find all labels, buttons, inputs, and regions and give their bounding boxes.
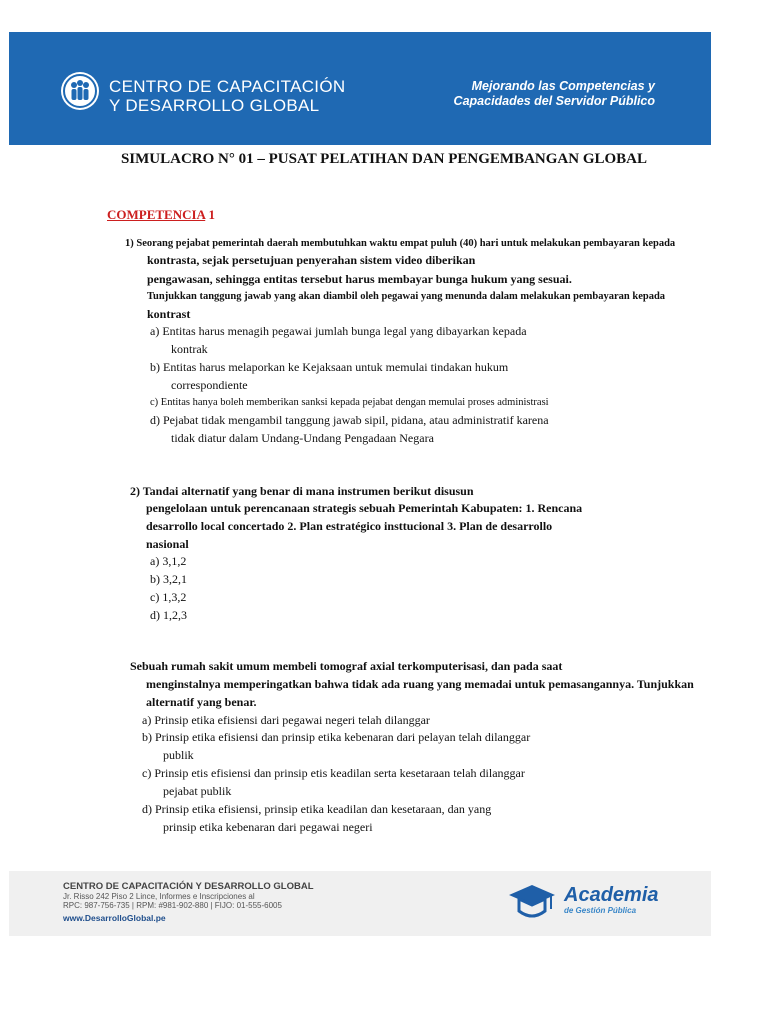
q3-line-1: Sebuah rumah sakit umum membeli tomograf axial terkomputerisasi, dan pada saat [130, 659, 563, 673]
academia-subtitle: de Gestión Pública [564, 906, 637, 915]
page-title: SIMULACRO N° 01 – PUSAT PELATIHAN DAN PENGEMBANGAN GLOBAL [120, 151, 648, 167]
q3-option-c: c) Prinsip etis efisiensi dan prinsip etis keadilan serta kesetaraan telah dilanggar [142, 766, 525, 780]
footer-website-link[interactable]: www.DesarrolloGlobal.pe [63, 913, 166, 923]
q3-option-a: a) Prinsip etika efisiensi dari pegawai negeri telah dilanggar [142, 713, 430, 727]
q3-option-d: d) Prinsip etika efisiensi, prinsip etika keadilan dan kesetaraan, dan yang [142, 802, 492, 816]
q1-line-3: pengawasan, sehingga entitas tersebut harus membayar bunga hukum yang sesuai. [147, 272, 572, 286]
q2-line-1: 2) Tandai alternatif yang benar di mana instrumen berikut disusun [130, 484, 474, 498]
org-line-1: CENTRO DE CAPACITACIÓN [109, 77, 346, 96]
q2-option-c: c) 1,3,2 [150, 590, 187, 604]
graduation-cap-icon [505, 881, 559, 926]
q3-option-c-cont: pejabat publik [163, 784, 232, 798]
q1-option-b: b) Entitas harus melaporkan ke Kejaksaan untuk memulai tindakan hukum [150, 360, 509, 374]
academia-logo-text: Academia [564, 884, 659, 906]
q2-option-a: a) 3,1,2 [150, 554, 187, 568]
footer-org-name: CENTRO DE CAPACITACIÓN Y DESARROLLO GLOBAL [63, 881, 314, 892]
footer-address-line: Jr. Risso 242 Piso 2 Lince, Informes e Inscripciones al [63, 892, 255, 901]
q1-option-a-cont: kontrak [171, 342, 208, 356]
q2-line-2: pengelolaan untuk perencanaan strategis sebuah Pemerintah Kabupaten: 1. Rencana [146, 501, 583, 515]
competencia-number: 1 [205, 207, 215, 222]
slogan-line-1: Mejorando las Competencias y [471, 79, 655, 93]
footer-phone-line: RPC: 987-756-735 | RPM: #981-902-880 | FIJO: 01-555-6005 [63, 901, 282, 910]
org-line-2: Y DESARROLLO GLOBAL [109, 96, 320, 115]
q3-line-3: alternatif yang benar. [146, 695, 257, 709]
org-name [109, 77, 345, 115]
competencia-heading [107, 207, 215, 223]
people-logo-icon [61, 72, 99, 110]
q2-option-b: b) 3,2,1 [150, 572, 187, 586]
slogan [439, 79, 655, 109]
competencia-label: COMPETENCIA [107, 207, 206, 222]
q3-line-2: menginstalnya memperingatkan bahwa tidak ada ruang yang memadai untuk pemasangannya. Tunjukkan [146, 677, 694, 691]
q1-option-b-cont: correspondiente [171, 378, 248, 392]
q3-option-b-cont: publik [163, 748, 194, 762]
q1-line-2: kontrasta, sejak persetujuan penyerahan sistem video diberikan [147, 253, 476, 267]
q2-line-4: nasional [146, 537, 189, 551]
q1-option-d-cont: tidak diatur dalam Undang-Undang Pengadaan Negara [171, 431, 434, 445]
q1-option-c: c) Entitas hanya boleh memberikan sanksi kepada pejabat dengan memulai proses administrasi [150, 397, 549, 408]
q1-option-d: d) Pejabat tidak mengambil tanggung jawab sipil, pidana, atau administratif karena [150, 413, 549, 427]
q1-option-a: a) Entitas harus menagih pegawai jumlah bunga legal yang dibayarkan kepada [150, 324, 527, 338]
q3-option-d-cont: prinsip etika kebenaran dari pegawai negeri [163, 820, 373, 834]
q2-line-3: desarrollo local concertado 2. Plan estratégico insttucional 3. Plan de desarrollo [146, 519, 553, 533]
footer-banner [9, 871, 711, 936]
footer-address [63, 892, 282, 910]
q3-option-b: b) Prinsip etika efisiensi dan prinsip etika kebenaran dari pelayan telah dilanggar [142, 730, 531, 744]
header-banner [9, 32, 711, 145]
q2-option-d: d) 1,2,3 [150, 608, 187, 622]
slogan-line-2: Capacidades del Servidor Público [453, 94, 655, 108]
q1-line-4: Tunjukkan tanggung jawab yang akan diambil oleh pegawai yang menunda dalam melakukan pembayaran kepada [147, 291, 666, 302]
q1-line-5: kontrast [147, 307, 191, 321]
q1-line-1: 1) Seorang pejabat pemerintah daerah membutuhkan waktu empat puluh (40) hari untuk melakukan pembayaran kepada [125, 238, 676, 249]
